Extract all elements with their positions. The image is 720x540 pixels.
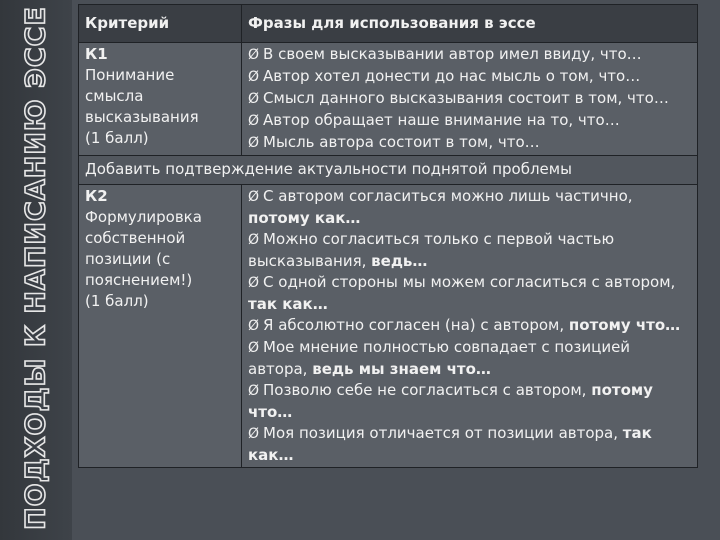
list-item (248, 272, 691, 315)
k2-desc-line: собственной (85, 229, 186, 247)
k2-desc-line: пояснением!) (85, 271, 193, 289)
k1-code: К1 (85, 45, 108, 63)
list-item (248, 423, 691, 466)
phrase-text: Можно согласиться только с первой частью высказывания, (248, 230, 615, 270)
list-item (248, 110, 691, 132)
k2-desc-line: Формулировка (85, 208, 202, 226)
phrase-text: Мысль автора состоит в том, что… (263, 133, 540, 151)
arrow-bullet-icon: Ø (248, 318, 260, 334)
phrase-connector: ведь мы знаем что… (312, 360, 491, 378)
header-criterion: Критерий (79, 5, 242, 43)
list-item (248, 315, 691, 337)
phrase-text: С одной стороны мы можем согласиться с автором, (263, 273, 676, 291)
arrow-bullet-icon: Ø (248, 383, 260, 399)
arrow-bullet-icon: Ø (248, 91, 260, 107)
k1-desc-line: (1 балл) (85, 129, 149, 147)
phrase-connector: потому как… (248, 209, 361, 227)
arrow-bullet-icon: Ø (248, 69, 260, 85)
phrase-text: С автором согласиться можно лишь частично, (263, 187, 633, 205)
phrase-text: Я абсолютно согласен (на) с автором, (263, 316, 569, 334)
list-item (248, 66, 691, 88)
phrase-connector: так как… (248, 424, 652, 464)
k1-desc-line: смысла (85, 87, 144, 105)
phrase-text: Автор обращает наше внимание на то, что… (263, 111, 620, 129)
k2-desc-line: позиции (с (85, 250, 171, 268)
k1-desc-line: высказывания (85, 108, 199, 126)
arrow-bullet-icon: Ø (248, 135, 260, 151)
k1-criterion-cell (79, 43, 242, 156)
arrow-bullet-icon: Ø (248, 340, 260, 356)
phrase-text: Моя позиция отличается от позиции автора, (263, 424, 623, 442)
k2-phrase-list (248, 186, 691, 466)
phrase-connector: ведь… (371, 252, 428, 270)
header-phrases: Фразы для использования в эссе (242, 5, 698, 43)
list-item (248, 229, 691, 272)
side-title-bar (0, 0, 72, 540)
phrase-text: Позволю себе не согласиться с автором, (263, 381, 592, 399)
k2-criterion-cell (79, 185, 242, 468)
k1-phrases-cell (242, 43, 698, 156)
k2-code: К2 (85, 187, 108, 205)
k1-phrase-list (248, 44, 691, 154)
arrow-bullet-icon: Ø (248, 47, 260, 63)
table-header-row (79, 5, 698, 43)
arrow-bullet-icon: Ø (248, 232, 260, 248)
phrase-text: Мое мнение полностью совпадает с позицией автора, (248, 338, 631, 378)
phrase-connector: потому что… (568, 316, 681, 334)
note-cell: Добавить подтверждение актуальности поднятой проблемы (79, 156, 698, 185)
arrow-bullet-icon: Ø (248, 189, 260, 205)
list-item (248, 186, 691, 229)
phrase-text: Автор хотел донести до нас мысль о том, что… (263, 67, 641, 85)
table-row-note (79, 156, 698, 185)
arrow-bullet-icon: Ø (248, 113, 260, 129)
table-row-k2 (79, 185, 698, 468)
phrase-connector: так как… (248, 295, 328, 313)
k2-desc-line: (1 балл) (85, 292, 149, 310)
phrase-text: В своем высказывании автор имел ввиду, что… (263, 45, 642, 63)
arrow-bullet-icon: Ø (248, 426, 260, 442)
list-item (248, 380, 691, 423)
phrase-text: Смысл данного высказывания состоит в том, что… (263, 89, 669, 107)
arrow-bullet-icon: Ø (248, 275, 260, 291)
list-item (248, 88, 691, 110)
essay-criteria-table (78, 4, 698, 468)
list-item (248, 44, 691, 66)
table-row-k1 (79, 43, 698, 156)
phrase-connector: потому что… (248, 381, 653, 421)
k2-phrases-cell (242, 185, 698, 468)
side-title: ПОДХОДЫ К НАПИСАНИЮ ЭССЕ (20, 6, 52, 530)
k1-desc-line: Понимание (85, 66, 175, 84)
list-item (248, 337, 691, 380)
list-item (248, 132, 691, 154)
